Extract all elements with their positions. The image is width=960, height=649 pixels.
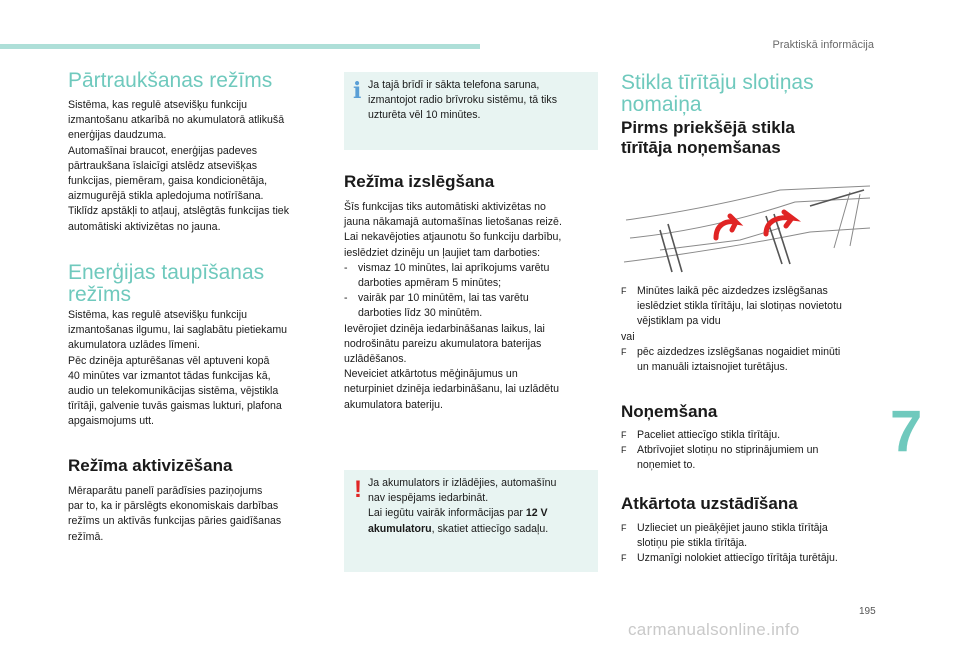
section-body-energy-saving (68, 308, 330, 430)
section-title-before-removal (621, 118, 871, 158)
text-line: akumulatora uzlādes līmeni. (68, 339, 200, 352)
info-box-text (368, 78, 596, 124)
text-line: Neveiciet atkārtotus mēģinājumus un (344, 368, 518, 381)
text-line: pārtraukšana īslaicīgi atslēdz atsevišķas (68, 159, 258, 172)
text-span: , skatiet attiecīgo sadaļu. (431, 522, 549, 535)
text-line: vējstiklam pa vidu (637, 315, 721, 328)
text-line: tīrītāji, galvenie tuvās gaismas lukturi, plafona (68, 400, 282, 413)
section-title-wiper-replacement (621, 72, 871, 116)
text-line: funkcijas, piemēram, gaisa kondicionētāja, (68, 175, 268, 188)
text-line: darboties apmēram 5 minūtes; (358, 277, 502, 290)
text-line: Mēraparātu panelī parādīsies paziņojums (68, 485, 263, 497)
text-span: Lai iegūtu vairāk informācijas par (368, 507, 526, 520)
title-line: Enerģijas taupīšanas (68, 261, 265, 284)
section-title-energy-saving (68, 262, 328, 306)
dash-marker: - (344, 261, 348, 274)
list-item (621, 443, 873, 473)
text-line: Lai nekavējoties atjaunotu šo funkciju darbību, (344, 231, 562, 244)
text-line: neturpiniet dzinēja iedarbināšanu, lai uzlādētu (344, 383, 559, 396)
text-line: Paceliet attiecīgo stikla tīrītāju. (637, 429, 781, 441)
warning-box-text (368, 476, 596, 537)
text-line: automātiski aktivizētas no jauna. (68, 220, 221, 233)
text-line: vismaz 10 minūtes, lai aprīkojums varētu (358, 261, 550, 274)
text-line: Tiklīdz apstākļi to atļauj, atslēgtās funkcijas tiek (68, 205, 289, 218)
text-line: enerģijas daudzuma. (68, 129, 167, 142)
text-line: nodrošinātu pareizu akumulatora baterijas (344, 337, 542, 350)
section-title-removal: Noņemšana (621, 402, 718, 421)
bullet-marker: F (621, 553, 627, 564)
text-line: aizmugurējā stikla apledojuma notīrīšana. (68, 190, 264, 203)
text-line: un manuāli iztaisnojiet turētājus. (637, 361, 788, 374)
section-title-reinstallation: Atkārtota uzstādīšana (621, 494, 798, 513)
text-line: režīms un aktīvās funkcijas pāries gaidīšanas (68, 515, 282, 528)
list-item (621, 521, 873, 551)
section-body-deactivation (344, 200, 602, 413)
page-number: 195 (859, 606, 876, 617)
text-line: audio un telekomunikācijas sistēma, vējstikla (68, 385, 279, 398)
text-line: izmantošanu atkarībā no akumulatorā atlikušā (68, 114, 285, 127)
list-item (621, 345, 873, 375)
section-title-interruption: Pārtraukšanas režīms (68, 69, 273, 92)
text-line: noņemiet to. (637, 459, 696, 472)
title-line: nomaiņa (621, 93, 702, 116)
section-title-deactivation: Režīma izslēgšana (344, 172, 495, 191)
text-line: režīmā. (68, 530, 104, 543)
list-item (621, 428, 873, 443)
text-line: Uzlieciet un pieāķējiet jauno stikla tīrītāja (637, 522, 828, 534)
text-line (368, 522, 596, 537)
instructions-removal (621, 428, 873, 474)
text-line: ieslēdziet stikla tīrītāju, lai slotiņas novietotu (637, 300, 842, 313)
info-icon: i (353, 78, 362, 104)
section-title-activation: Režīma aktivizēšana (68, 456, 233, 475)
text-line: akumulatora bateriju. (344, 398, 443, 411)
section-body-activation (68, 484, 330, 545)
text-line: Šīs funkcijas tiks automātiski aktivizētas no (344, 201, 546, 213)
bold-text: akumulatoru (368, 522, 432, 535)
bold-text: 12 V (525, 507, 548, 520)
text-line: slotiņu pie stikla tīrītāja. (637, 537, 748, 550)
text-line: apgaismojums utt. (68, 415, 154, 428)
bullet-marker: F (621, 523, 627, 533)
text-line: darboties līdz 30 minūtēm. (358, 307, 483, 320)
text-line: par to, ka ir pārslēgts ekonomiskais darbības (68, 500, 279, 513)
text-line: Ja akumulators ir izlādējies, automašīnu (368, 477, 557, 489)
title-line: Stikla tīrītāju slotiņas (621, 71, 814, 94)
list-item (344, 291, 602, 321)
bullet-marker: F (621, 430, 627, 440)
text-line: Automašīnai braucot, enerģijas padeves (68, 144, 258, 157)
red-arrow-left (716, 216, 736, 238)
text-line (368, 506, 596, 521)
text-line: uzturēta vēl 10 minūtes. (368, 109, 481, 122)
bullet-marker: F (621, 286, 627, 296)
text-line: pēc aizdedzes izslēgšanas nogaidiet minūti (637, 345, 841, 358)
list-item (344, 261, 602, 291)
info-box (344, 72, 598, 150)
section-body-interruption (68, 98, 330, 235)
windshield-outline (624, 186, 870, 262)
title-line: Pirms priekšējā stikla (621, 118, 795, 137)
text-line: Atbrīvojiet slotiņu no stiprinājumiem un (637, 444, 819, 457)
list-item (621, 551, 873, 566)
text-line: vairāk par 10 minūtēm, lai tas varētu (358, 292, 529, 305)
bullet-marker: F (621, 346, 627, 357)
text-line: izmantojot radio brīvroku sistēmu, tā tiks (368, 94, 557, 107)
chapter-number: 7 (890, 399, 923, 464)
text-line: Minūtes laikā pēc aizdedzes izslēgšanas (637, 285, 828, 297)
wiper-illustration (620, 180, 872, 280)
text-line: Uzmanīgi nolokiet attiecīgo tīrītāja turētāju. (637, 552, 838, 565)
text-line: Ievērojiet dzinēja iedarbināšanas laikus, lai (344, 322, 545, 335)
warning-box (344, 470, 598, 572)
warning-icon: ! (354, 476, 362, 503)
instructions-before-removal (621, 284, 873, 375)
or-text: vai (621, 330, 635, 343)
bullet-marker: F (621, 445, 627, 456)
text-line: uzlādēšanos. (344, 353, 407, 366)
text-line: izmantošanas ilgumu, lai saglabātu pietiekamu (68, 324, 288, 337)
text-line: jauna nākamajā automašīnas lietošanas reizē. (344, 216, 562, 229)
text-line: nav iespējams iedarbināt. (368, 492, 489, 505)
text-line: Sistēma, kas regulē atsevišķu funkciju (68, 99, 247, 111)
text-line: Pēc dzinēja apturēšanas vēl aptuveni kopā (68, 354, 270, 367)
list-item (621, 284, 873, 330)
title-line: tīrītāja noņemšanas (621, 138, 781, 157)
text-line: Ja tajā brīdī ir sākta telefona saruna, (368, 79, 540, 91)
header-title: Praktiskā informācija (772, 39, 874, 51)
text-line: 40 minūtes var izmantot tādas funkcijas kā, (68, 369, 271, 382)
instructions-reinstallation (621, 521, 873, 567)
header-accent-bar (0, 44, 480, 49)
text-line: ieslēdziet dzinēju un ļaujiet tam darboties: (344, 246, 541, 259)
text-line: Sistēma, kas regulē atsevišķu funkciju (68, 309, 247, 321)
dash-marker: - (344, 292, 348, 305)
title-line: režīms (68, 283, 131, 306)
watermark: carmanualsonline.info (628, 620, 800, 639)
